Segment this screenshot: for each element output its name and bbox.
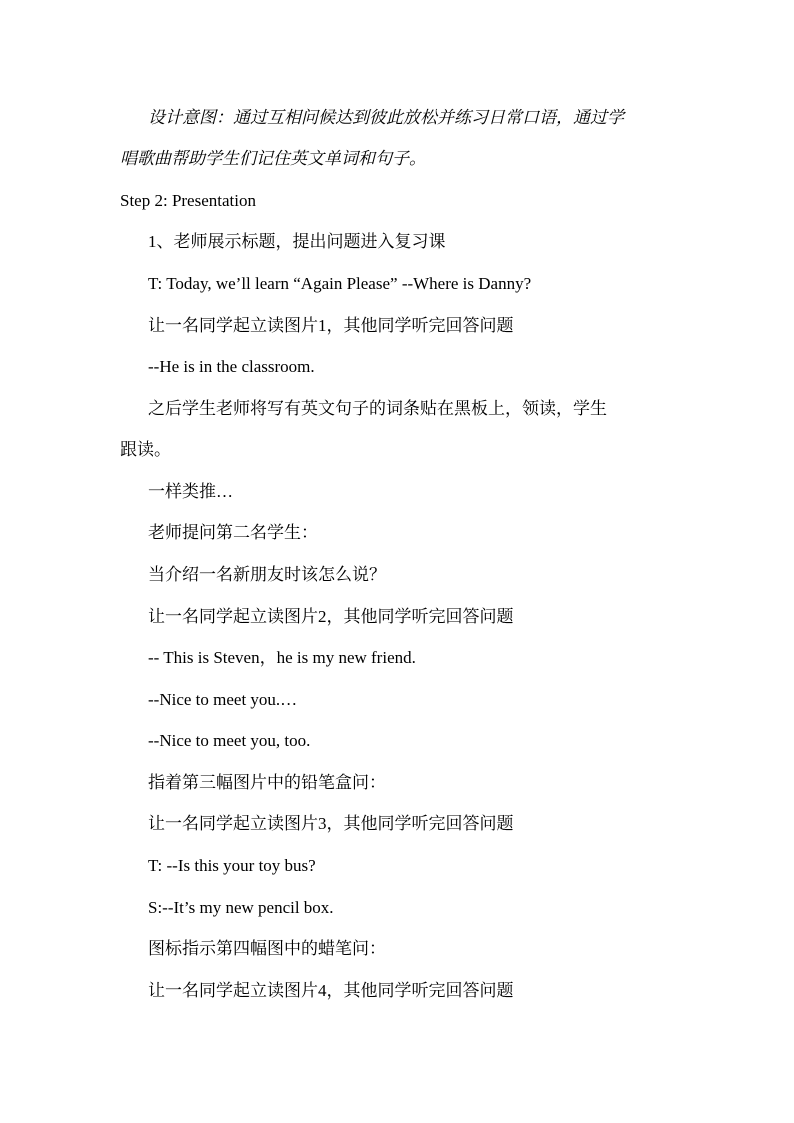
paragraph-line: 图标指示第四幅图中的蜡笔问： [148, 939, 386, 958]
design-intent-line-1: 设计意图：通过互相问候达到彼此放松并练习日常口语，通过学 [148, 108, 624, 127]
paragraph-line: --Nice to meet you, too. [148, 731, 311, 750]
paragraph-line: 跟读。 [120, 440, 171, 459]
paragraph-line: 之后学生老师将写有英文句子的词条贴在黑板上，领读，学生 [148, 399, 607, 418]
paragraph-line: 1、老师展示标题，提出问题进入复习课 [148, 232, 446, 251]
paragraph-line: 让一名同学起立读图片4，其他同学听完回答问题 [148, 981, 514, 1000]
paragraph-line: 老师提问第二名学生： [148, 523, 318, 542]
paragraph-line: T: Today, we’ll learn “Again Please” --Where is Danny? [148, 274, 532, 293]
paragraph-line: 让一名同学起立读图片3，其他同学听完回答问题 [148, 814, 514, 833]
paragraph-line: 指着第三幅图片中的铅笔盒问： [148, 773, 386, 792]
step-heading: Step 2: Presentation [120, 191, 256, 210]
paragraph-line: --He is in the classroom. [148, 357, 315, 376]
paragraph-line: T: --Is this your toy bus? [148, 856, 316, 875]
paragraph-line: 当介绍一名新朋友时该怎么说？ [148, 565, 386, 584]
paragraph-line: -- This is Steven，he is my new friend. [148, 648, 416, 667]
paragraph-line: 一样类推… [148, 482, 233, 501]
paragraph-line: --Nice to meet you.… [148, 690, 298, 709]
paragraph-line: 让一名同学起立读图片1，其他同学听完回答问题 [148, 316, 514, 335]
paragraph-line: S:--It’s my new pencil box. [148, 898, 334, 917]
paragraph-line: 让一名同学起立读图片2，其他同学听完回答问题 [148, 607, 514, 626]
design-intent-line-2: 唱歌曲帮助学生们记住英文单词和句子。 [120, 149, 426, 168]
